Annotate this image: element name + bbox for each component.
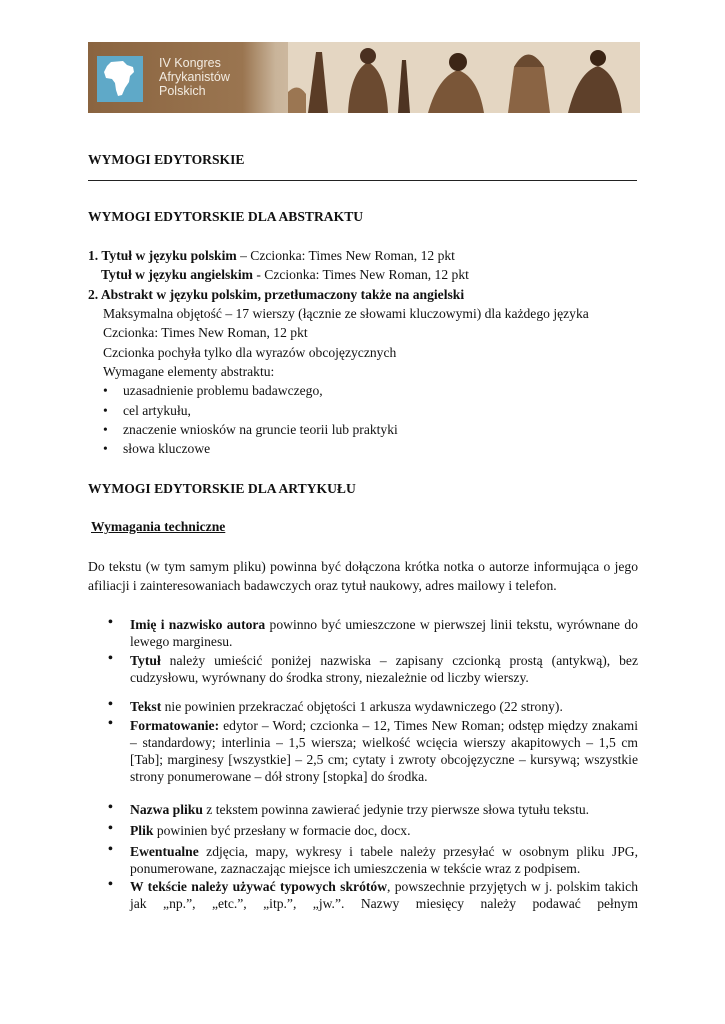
list-item bbox=[103, 422, 398, 438]
item-1b-label: Tytuł w języku angielskim bbox=[101, 267, 253, 282]
logo-line-3: Polskich bbox=[159, 84, 206, 98]
rule-text: edytor – Word; czcionka – 12, Times New Roman; odstęp między znakami – standardowy; interlinia – 1,5 wiersza; wielkość wcięcia wierszy akapitowych – 1,5 cm [Tab]; marginesy [wszystkie] – 2,5 cm; cytaty i zwroty obcojęzyczne – kursywą; wszystkie strony ponumerowane – dół strony [stopka] do środka. bbox=[130, 718, 638, 784]
header-banner bbox=[88, 42, 640, 113]
page-title: WYMOGI EDYTORSKIE bbox=[88, 152, 245, 167]
list-item-text: znaczenie wniosków na gruncie teorii lub praktyki bbox=[123, 422, 398, 437]
rule-text: należy umieścić poniżej nazwiska – zapisany czcionką prostą (antykwą), bez cudzysłowu, wyrównany do środka strony, niezależnie od liczby wierszy. bbox=[130, 653, 638, 685]
rule-text: nie powinien przekraczać objętości 1 arkusza wydawniczego (22 strony). bbox=[161, 699, 563, 714]
rule-item bbox=[130, 652, 638, 686]
item-2-line-2: Czcionka: Times New Roman, 12 pkt bbox=[103, 325, 308, 340]
rule-label: Tekst bbox=[130, 699, 162, 714]
rule-text: powinno być umieszczone w pierwszej linii tekstu, wyrównane do lewego marginesu. bbox=[130, 617, 638, 649]
bullet: • bbox=[108, 716, 113, 731]
rule-label: Plik bbox=[130, 823, 154, 838]
rule-item bbox=[130, 717, 638, 785]
abstract-heading: WYMOGI EDYTORSKIE DLA ABSTRAKTU bbox=[88, 209, 364, 224]
item-2-label: 2. Abstrakt w języku polskim, przetłumaczony także na angielski bbox=[88, 287, 465, 302]
bullet: • bbox=[108, 877, 113, 892]
list-item bbox=[103, 383, 323, 399]
bullet: • bbox=[103, 422, 108, 437]
bullet: • bbox=[103, 403, 108, 418]
rule-text: , powszechnie przyjętych w j. polskim takich jak „np.”, „etc.”, „itp.”, „jw.”. Nazwy miesięcy należy podawać pełnym bbox=[130, 879, 638, 911]
item-1b bbox=[101, 267, 469, 283]
rule-label: Formatowanie: bbox=[130, 718, 220, 733]
bullet: • bbox=[103, 441, 108, 456]
rule-text: z tekstem powinna zawierać jedynie trzy pierwsze słowa tytułu tekstu. bbox=[202, 802, 590, 817]
item-1 bbox=[88, 248, 455, 264]
bullet: • bbox=[108, 697, 113, 712]
rule-label: Imię i nazwisko autora bbox=[130, 617, 266, 632]
bullet: • bbox=[108, 800, 113, 815]
article-heading: WYMOGI EDYTORSKIE DLA ARTYKUŁU bbox=[88, 481, 356, 496]
rule-item bbox=[130, 843, 638, 877]
logo-line-1: IV Kongres bbox=[159, 56, 221, 70]
bullet: • bbox=[103, 383, 108, 398]
list-item-text: cel artykułu, bbox=[123, 403, 191, 418]
bullet: • bbox=[108, 842, 113, 857]
item-2-line-1: Maksymalna objętość – 17 wierszy (łącznie ze słowami kluczowymi) dla każdego języka bbox=[103, 306, 589, 321]
list-item-text: słowa kluczowe bbox=[123, 441, 211, 456]
list-item bbox=[103, 403, 191, 419]
list-item-text: uzasadnienie problemu badawczego, bbox=[123, 383, 323, 398]
rule-text: powinien być przesłany w formacie doc, docx. bbox=[153, 823, 411, 838]
rule-label: W tekście należy używać typowych skrótów bbox=[130, 879, 388, 894]
rule-item bbox=[130, 822, 638, 839]
list-item bbox=[103, 441, 211, 457]
rule-item bbox=[130, 616, 638, 650]
bullet: • bbox=[108, 821, 113, 836]
rule-label: Tytuł bbox=[130, 653, 161, 668]
intro-paragraph: Do tekstu (w tym samym pliku) powinna być dołączona krótka notka o autorze informująca o jego afiliacji i zainteresowaniach badawczych oraz tytuł naukowy, adres mailowy i telefon. bbox=[88, 559, 638, 593]
rule-label: Ewentualne bbox=[130, 844, 199, 859]
africa-map-icon bbox=[103, 60, 137, 98]
logo-line-2: Afrykanistów bbox=[159, 70, 230, 84]
title-divider bbox=[88, 180, 637, 181]
africa-logo bbox=[97, 56, 143, 102]
rule-item bbox=[130, 801, 638, 818]
rule-label: Nazwa pliku bbox=[130, 802, 203, 817]
tech-heading: Wymagania techniczne bbox=[91, 519, 226, 534]
logo-text bbox=[159, 56, 230, 98]
item-2-line-4: Wymagane elementy abstraktu: bbox=[103, 364, 275, 379]
item-2-line-3: Czcionka pochyła tylko dla wyrazów obcojęzycznych bbox=[103, 345, 397, 360]
rule-item bbox=[130, 878, 638, 912]
bullet: • bbox=[108, 651, 113, 666]
item-1-label: 1. Tytuł w języku polskim bbox=[88, 248, 237, 263]
item-1-text: – Czcionka: Times New Roman, 12 pkt bbox=[236, 248, 455, 263]
rule-text: zdjęcia, mapy, wykresy i tabele należy przesyłać w osobnym pliku JPG, ponumerowane, zaznaczając miejsce ich umieszczenia w tekście wraz z podpisem. bbox=[130, 844, 638, 876]
african-art-illustration bbox=[288, 42, 640, 113]
bullet: • bbox=[108, 615, 113, 630]
rule-item bbox=[130, 698, 638, 715]
item-1b-text: - Czcionka: Times New Roman, 12 pkt bbox=[252, 267, 469, 282]
